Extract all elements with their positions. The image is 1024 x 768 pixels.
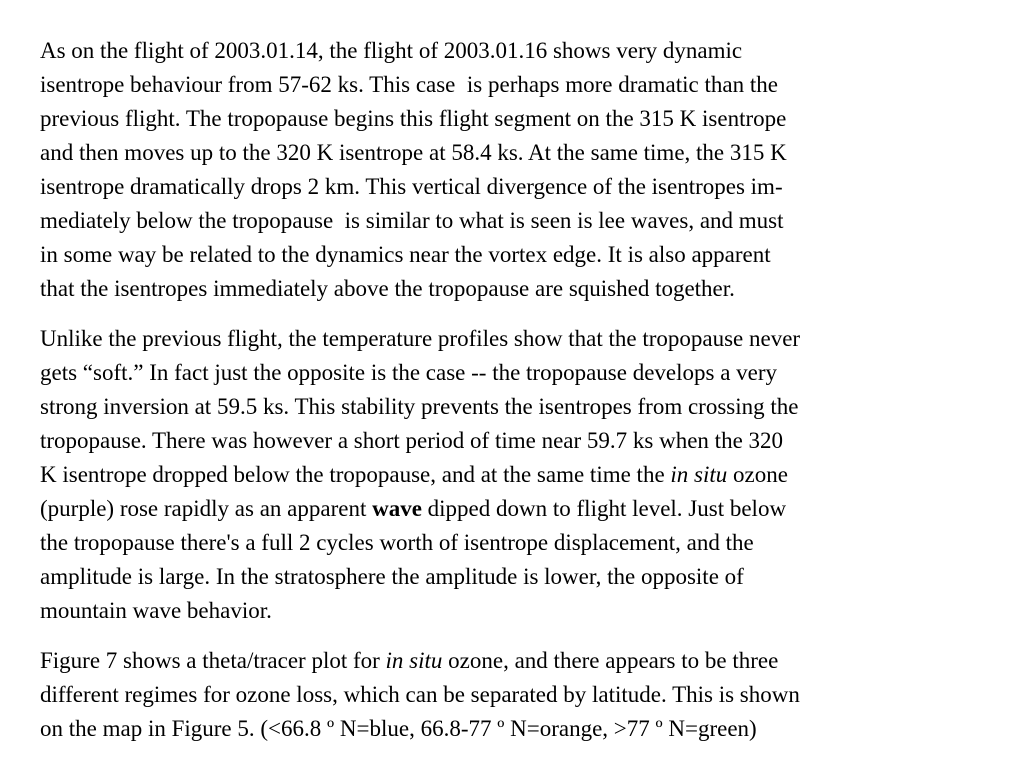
text-run: ozone: [727, 462, 788, 487]
text-run: (purple) rose rapidly as an apparent: [40, 496, 373, 521]
text-line: amplitude is large. In the stratosphere the amplitude is lower, the opposite of: [40, 564, 744, 589]
text-line: [40, 496, 786, 521]
text-line: [40, 462, 788, 487]
document-page: [40, 34, 984, 746]
text-line: [40, 648, 778, 673]
text-line: gets “soft.” In fact just the opposite is the case -- the tropopause develops a very: [40, 360, 778, 385]
paragraph-figure-7: [40, 644, 984, 746]
text-line: isentrope behaviour from 57-62 ks. This case is perhaps more dramatic than the: [40, 72, 778, 97]
text-line: and then moves up to the 320 K isentrope at 58.4 ks. At the same time, the 315 K: [40, 140, 787, 165]
text-line: tropopause. There was however a short period of time near 59.7 ks when the 320: [40, 428, 784, 453]
bold-term-wave: wave: [372, 496, 422, 521]
text-run: dipped down to flight level. Just below: [421, 496, 787, 521]
text-line: previous flight. The tropopause begins this flight segment on the 315 K isentrope: [40, 106, 787, 131]
text-line: on the map in Figure 5. (<66.8 º N=blue, 66.8-77 º N=orange, >77 º N=green): [40, 716, 757, 741]
text-line: Unlike the previous flight, the temperature profiles show that the tropopause never: [40, 326, 801, 351]
text-line: isentrope dramatically drops 2 km. This vertical divergence of the isentropes im-: [40, 174, 783, 199]
paragraph-isentrope-behaviour: [40, 34, 984, 306]
paragraph-temperature-profiles: [40, 322, 984, 628]
text-line: strong inversion at 59.5 ks. This stability prevents the isentropes from crossing the: [40, 394, 799, 419]
text-line: different regimes for ozone loss, which can be separated by latitude. This is shown: [40, 682, 800, 707]
italic-term-in-situ: in situ: [385, 648, 443, 673]
text-line: the tropopause there's a full 2 cycles worth of isentrope displacement, and the: [40, 530, 754, 555]
text-line: mediately below the tropopause is similar to what is seen is lee waves, and must: [40, 208, 784, 233]
text-line: in some way be related to the dynamics near the vortex edge. It is also apparent: [40, 242, 771, 267]
text-run: K isentrope dropped below the tropopause, and at the same time the: [40, 462, 671, 487]
text-run: Figure 7 shows a theta/tracer plot for: [40, 648, 386, 673]
text-line: mountain wave behavior.: [40, 598, 272, 623]
italic-term-in-situ: in situ: [670, 462, 728, 487]
text-line: As on the flight of 2003.01.14, the flight of 2003.01.16 shows very dynamic: [40, 38, 743, 63]
text-line: that the isentropes immediately above the tropopause are squished together.: [40, 276, 735, 301]
text-run: ozone, and there appears to be three: [442, 648, 779, 673]
